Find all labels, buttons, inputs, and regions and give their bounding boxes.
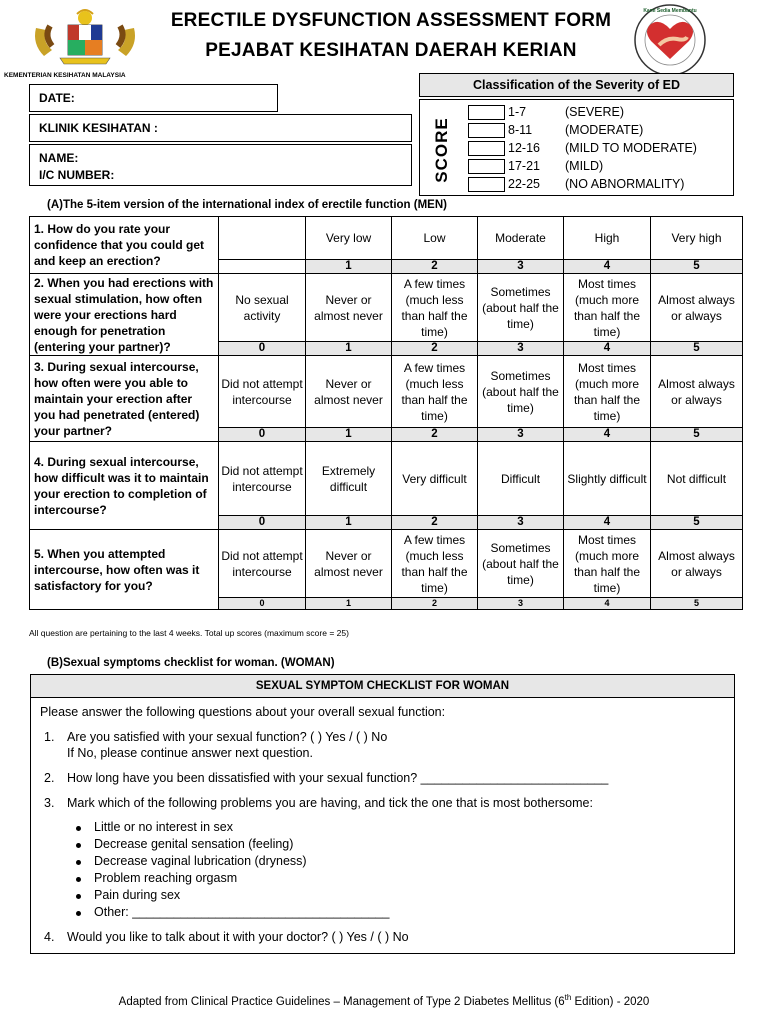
score-cell: 0 xyxy=(219,516,306,530)
severity-range: 17-21 xyxy=(508,159,540,173)
answer-option[interactable]: High xyxy=(564,217,651,260)
coat-of-arms-logo xyxy=(30,6,140,72)
score-cell: 4 xyxy=(564,598,651,610)
name-ic-field[interactable] xyxy=(29,144,412,186)
score-cell: 0 xyxy=(219,598,306,610)
answer-option[interactable]: Most times (much more than half the time) xyxy=(564,530,651,598)
answer-option[interactable]: A few times (much less than half the time) xyxy=(392,530,478,598)
score-cell: 4 xyxy=(564,516,651,530)
clinic-field[interactable] xyxy=(29,114,412,142)
ic-number-label: I/C NUMBER: xyxy=(39,168,115,182)
source-text-end: Edition) - 2020 xyxy=(571,995,650,1008)
score-cell: 5 xyxy=(651,260,743,274)
problem-item[interactable]: Little or no interest in sex xyxy=(94,820,233,834)
source-text: Adapted from Clinical Practice Guidelines – Management of Type 2 Diabetes Mellitus (6 xyxy=(118,995,565,1008)
answer-option[interactable]: Very high xyxy=(651,217,743,260)
answer-option[interactable] xyxy=(219,217,306,260)
score-cell: 3 xyxy=(478,342,564,356)
score-cell: 1 xyxy=(306,516,392,530)
score-cell: 0 xyxy=(219,342,306,356)
duration-question[interactable]: How long have you been dissatisfied with your sexual function? ___________________________ xyxy=(67,771,609,785)
score-cell: 4 xyxy=(564,260,651,274)
satisfaction-instruction: If No, please continue answer next question. xyxy=(67,746,313,760)
score-cell: 5 xyxy=(651,342,743,356)
answer-option[interactable]: No sexual activity xyxy=(219,274,306,342)
severity-range: 12-16 xyxy=(508,141,540,155)
severity-label: (MODERATE) xyxy=(565,123,644,137)
score-cell: 5 xyxy=(651,598,743,610)
severity-range: 22-25 xyxy=(508,177,540,191)
score-cell: 2 xyxy=(392,260,478,274)
answer-option[interactable]: Slightly difficult xyxy=(564,442,651,516)
office-title: PEJABAT KESIHATAN DAERAH KERIAN xyxy=(205,40,577,61)
question-text: 1. How do you rate your confidence that you could get and keep an erection? xyxy=(30,217,219,274)
answer-option[interactable]: Did not attempt intercourse xyxy=(219,442,306,516)
score-cell: 1 xyxy=(306,428,392,442)
score-cell: 3 xyxy=(478,598,564,610)
severity-label: (NO ABNORMALITY) xyxy=(565,177,685,191)
problem-item[interactable]: Pain during sex xyxy=(94,888,181,902)
problems-question: Mark which of the following problems you are having, and tick the one that is most bothersome: xyxy=(67,796,593,810)
answer-option[interactable]: Most times (much more than half the time) xyxy=(564,274,651,342)
section-b-title: (B)Sexual symptoms checklist for woman. (WOMAN) xyxy=(47,657,335,669)
name-label: NAME: xyxy=(39,151,79,165)
answer-option[interactable]: Very difficult xyxy=(392,442,478,516)
bullet-icon xyxy=(76,894,81,899)
score-cell: 2 xyxy=(392,516,478,530)
bullet-icon xyxy=(76,877,81,882)
answer-option[interactable]: A few times (much less than half the time) xyxy=(392,274,478,342)
scoring-note: All question are pertaining to the last 4 weeks. Total up scores (maximum score = 25) xyxy=(29,628,349,638)
question-text: 3. During sexual intercourse, how often were you able to maintain your erection after you had penetrated (entered) your partner? xyxy=(30,356,219,442)
question-row xyxy=(30,442,743,516)
answer-option[interactable]: Did not attempt intercourse xyxy=(219,356,306,428)
source-footer xyxy=(0,993,768,1008)
satisfaction-question[interactable]: Are you satisfied with your sexual function? ( ) Yes / ( ) No xyxy=(67,730,388,744)
question-row xyxy=(30,356,743,428)
score-cell: 2 xyxy=(392,342,478,356)
score-cell: 4 xyxy=(564,428,651,442)
question-text: 5. When you attempted intercourse, how often was it satisfactory for you? xyxy=(30,530,219,610)
ministry-label: KEMENTERIAN KESIHATAN MALAYSIA xyxy=(4,72,126,79)
problem-item[interactable]: Other: _____________________________________ xyxy=(94,905,390,919)
severity-heading: Classification of the Severity of ED xyxy=(419,73,734,97)
question-number: 1. xyxy=(44,730,55,744)
severity-checkbox[interactable] xyxy=(468,159,505,174)
checklist-intro: Please answer the following questions about your overall sexual function: xyxy=(40,705,446,719)
severity-checkbox[interactable] xyxy=(468,177,505,192)
question-number: 4. xyxy=(44,930,55,944)
answer-option[interactable]: Moderate xyxy=(478,217,564,260)
severity-checkbox[interactable] xyxy=(468,123,505,138)
answer-option[interactable]: Extremely difficult xyxy=(306,442,392,516)
answer-option[interactable]: Almost always or always xyxy=(651,274,743,342)
iief5-table xyxy=(29,216,743,610)
answer-option[interactable]: Sometimes (about half the time) xyxy=(478,530,564,598)
score-cell xyxy=(219,260,306,274)
edition-superscript: th xyxy=(564,993,572,1002)
question-number: 2. xyxy=(44,771,55,785)
moh-seal-logo xyxy=(633,3,707,77)
bullet-icon xyxy=(76,911,81,916)
severity-checkbox[interactable] xyxy=(468,141,505,156)
date-field[interactable] xyxy=(29,84,278,112)
question-row xyxy=(30,530,743,598)
section-a-title: (A)The 5-item version of the international index of erectile function (MEN) xyxy=(47,199,447,211)
answer-option[interactable]: Low xyxy=(392,217,478,260)
problem-item[interactable]: Problem reaching orgasm xyxy=(94,871,238,885)
score-cell: 1 xyxy=(306,342,392,356)
severity-range: 1-7 xyxy=(508,105,527,119)
date-label: DATE: xyxy=(39,91,75,105)
score-cell: 3 xyxy=(478,260,564,274)
severity-label: (MILD TO MODERATE) xyxy=(565,141,697,155)
answer-option[interactable]: Never or almost never xyxy=(306,530,392,598)
question-text: 4. During sexual intercourse, how difficult was it to maintain your erection to completion of intercourse? xyxy=(30,442,219,530)
bullet-icon xyxy=(76,843,81,848)
problem-item[interactable]: Decrease vaginal lubrication (dryness) xyxy=(94,854,307,868)
question-number: 3. xyxy=(44,796,55,810)
answer-option[interactable]: A few times (much less than half the time) xyxy=(392,356,478,428)
score-cell: 5 xyxy=(651,428,743,442)
answer-option[interactable]: Sometimes (about half the time) xyxy=(478,356,564,428)
checklist-heading: SEXUAL SYMPTOM CHECKLIST FOR WOMAN xyxy=(30,674,735,698)
form-title: ERECTILE DYSFUNCTION ASSESSMENT FORM xyxy=(170,10,612,31)
clinic-label: KLINIK KESIHATAN : xyxy=(39,121,158,135)
svg-text:Kami Sedia Membantu: Kami Sedia Membantu xyxy=(643,8,697,14)
answer-option[interactable]: Almost always or always xyxy=(651,356,743,428)
severity-label: (MILD) xyxy=(565,159,604,173)
question-row xyxy=(30,274,743,342)
answer-option[interactable]: Never or almost never xyxy=(306,356,392,428)
severity-label: (SEVERE) xyxy=(565,105,625,119)
answer-option[interactable]: Not difficult xyxy=(651,442,743,516)
score-cell: 1 xyxy=(306,598,392,610)
severity-range: 8-11 xyxy=(508,123,533,137)
question-text: 2. When you had erections with sexual stimulation, how often were your erections hard enough for penetration (entering your partner)? xyxy=(30,274,219,356)
answer-option[interactable]: Did not attempt intercourse xyxy=(219,530,306,598)
answer-option[interactable]: Almost always or always xyxy=(651,530,743,598)
score-cell: 4 xyxy=(564,342,651,356)
problem-item[interactable]: Decrease genital sensation (feeling) xyxy=(94,837,294,851)
severity-checkbox[interactable] xyxy=(468,105,505,120)
score-label: SCORE xyxy=(432,117,451,183)
score-cell: 2 xyxy=(392,428,478,442)
score-cell: 2 xyxy=(392,598,478,610)
score-cell: 1 xyxy=(306,260,392,274)
score-cell: 5 xyxy=(651,516,743,530)
score-cell: 3 xyxy=(478,516,564,530)
bullet-icon xyxy=(76,826,81,831)
score-cell: 0 xyxy=(219,428,306,442)
score-cell: 3 xyxy=(478,428,564,442)
answer-option[interactable]: Never or almost never xyxy=(306,274,392,342)
talk-to-doctor-question[interactable]: Would you like to talk about it with your doctor? ( ) Yes / ( ) No xyxy=(67,930,409,944)
answer-option[interactable]: Very low xyxy=(306,217,392,260)
answer-option[interactable]: Most times (much more than half the time) xyxy=(564,356,651,428)
bullet-icon xyxy=(76,860,81,865)
question-row xyxy=(30,217,743,260)
answer-option[interactable]: Difficult xyxy=(478,442,564,516)
answer-option[interactable]: Sometimes (about half the time) xyxy=(478,274,564,342)
